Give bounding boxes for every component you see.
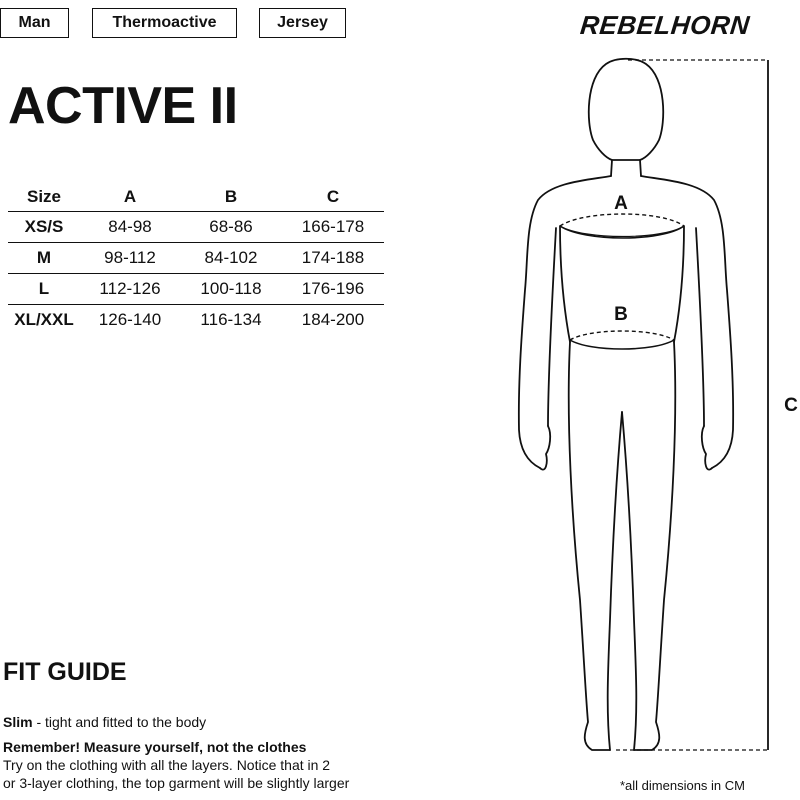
cell-c: 184-200 xyxy=(301,310,365,329)
cell-size: M xyxy=(36,248,52,267)
cell-b: 84-102 xyxy=(204,248,258,267)
waist-measure xyxy=(570,331,674,349)
header-b: B xyxy=(224,187,238,206)
chest-measure xyxy=(560,214,684,238)
cell-b: 68-86 xyxy=(209,217,253,236)
fit-slim-line xyxy=(3,713,206,731)
slim-term: Slim xyxy=(3,714,33,730)
cell-b: 100-118 xyxy=(200,279,262,298)
cell-size: XL/XXL xyxy=(14,310,74,329)
label-b: B xyxy=(614,304,628,325)
tag-thermoactive[interactable]: Thermoactive xyxy=(92,8,237,38)
label-a: A xyxy=(614,193,628,214)
cell-size: XS/S xyxy=(24,217,64,236)
cell-c: 166-178 xyxy=(301,217,365,236)
cell-b: 116-134 xyxy=(200,310,262,329)
tag-jersey[interactable]: Jersey xyxy=(259,8,346,38)
product-title: ACTIVE II xyxy=(8,77,238,135)
cell-c: 176-196 xyxy=(301,279,365,298)
header-a: A xyxy=(123,187,137,206)
cell-c: 174-188 xyxy=(301,248,365,267)
header-c: C xyxy=(326,187,340,206)
fit-text-line-1: Try on the clothing with all the layers. Notice that in 2 xyxy=(3,757,331,773)
fit-text-line-2: or 3-layer clothing, the top garment will be slightly larger xyxy=(3,775,350,791)
cell-a: 126-140 xyxy=(98,310,162,329)
body-outline xyxy=(519,59,733,750)
cell-a: 112-126 xyxy=(99,279,161,298)
tag-man[interactable]: Man xyxy=(0,8,69,38)
dimensions-note: *all dimensions in CM xyxy=(620,778,745,793)
brand-logo: REBELHORN xyxy=(578,10,752,40)
fit-guide-title: FIT GUIDE xyxy=(3,658,127,686)
cell-a: 84-98 xyxy=(108,217,152,236)
fit-remember: Remember! Measure yourself, not the clothes xyxy=(3,739,307,755)
slim-desc: - tight and fitted to the body xyxy=(32,714,207,730)
label-c: C xyxy=(784,395,798,416)
header-size: Size xyxy=(26,187,62,206)
height-measure xyxy=(616,60,768,750)
cell-a: 98-112 xyxy=(104,248,156,267)
cell-size: L xyxy=(38,279,50,298)
